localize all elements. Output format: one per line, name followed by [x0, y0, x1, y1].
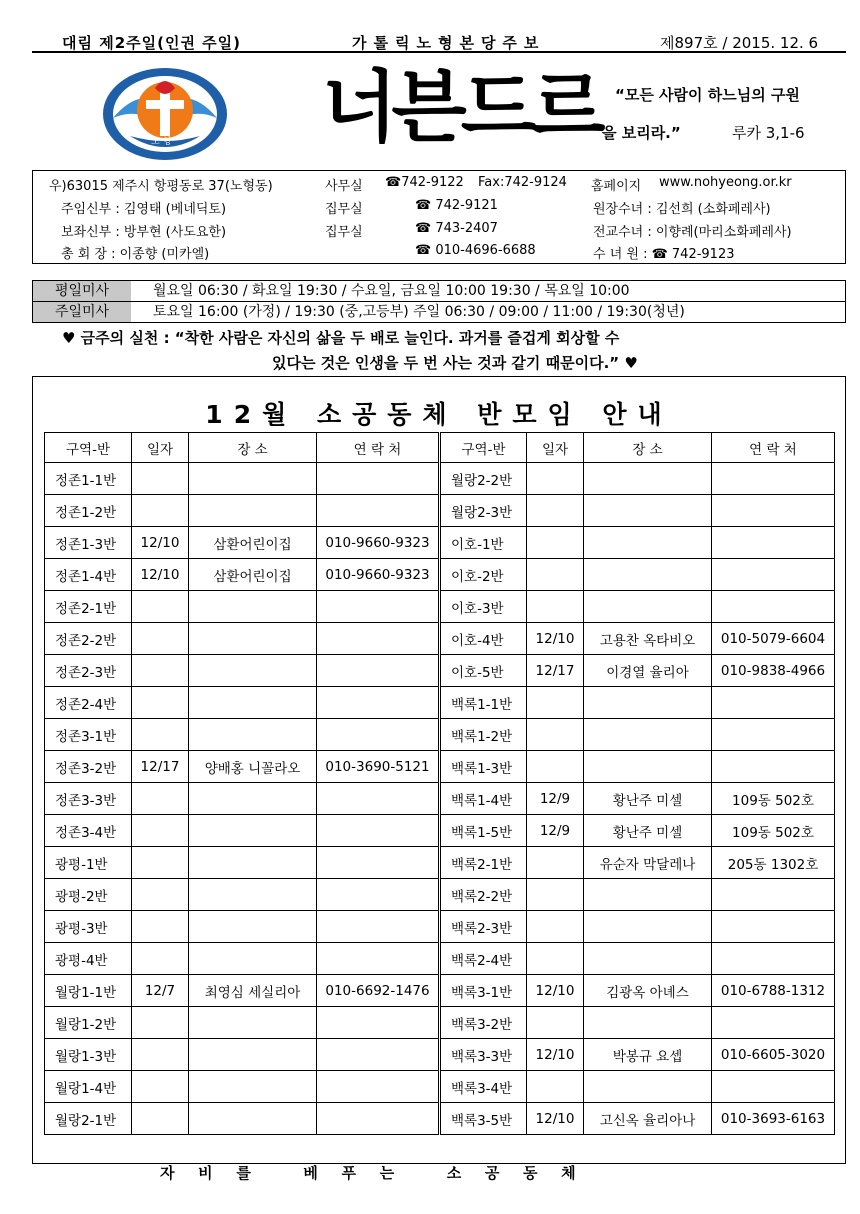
- column-header: 연 락 처: [712, 433, 835, 463]
- header-rule: [32, 51, 846, 53]
- table-cell: [527, 463, 584, 495]
- table-cell: [584, 463, 712, 495]
- table-cell: [584, 911, 712, 943]
- table-cell: [317, 687, 440, 719]
- table-cell: [584, 687, 712, 719]
- table-cell: 고용찬 옥타비오: [584, 623, 712, 655]
- table-cell: 12/9: [527, 815, 584, 847]
- table-cell: [712, 527, 835, 559]
- masthead-title: 너븐드르: [322, 63, 600, 153]
- table-cell: 최영심 세실리아: [189, 975, 317, 1007]
- table-cell: 정존1-3반: [45, 527, 132, 559]
- table-cell: [189, 1071, 317, 1103]
- practice-line-2: 있다는 것은 인생을 두 번 사는 것과 같기 때문이다.” ♥: [272, 354, 638, 372]
- table-cell: [527, 1071, 584, 1103]
- table-cell: [317, 815, 440, 847]
- table-cell: [712, 495, 835, 527]
- bulletin-header: [32, 30, 846, 52]
- table-cell: [317, 623, 440, 655]
- table-cell: [132, 495, 189, 527]
- parish-logo: [100, 66, 230, 162]
- table-cell: [584, 751, 712, 783]
- table-cell: 12/9: [527, 783, 584, 815]
- table-row: [45, 527, 835, 559]
- pastor: 주임신부 : 김영태 (베네딕토): [61, 202, 227, 217]
- table-cell: [317, 943, 440, 975]
- table-cell: 010-9838-4966: [712, 655, 835, 687]
- table-cell: 백록2-4반: [440, 943, 527, 975]
- table-cell: 월랑1-4반: [45, 1071, 132, 1103]
- table-cell: 010-9660-9323: [317, 527, 440, 559]
- table-cell: [132, 911, 189, 943]
- table-cell: [527, 591, 584, 623]
- table-cell: [189, 623, 317, 655]
- table-cell: 광평-3반: [45, 911, 132, 943]
- table-cell: 010-3690-5121: [317, 751, 440, 783]
- table-cell: [189, 879, 317, 911]
- table-cell: 010-6692-1476: [317, 975, 440, 1007]
- table-cell: [317, 1071, 440, 1103]
- table-cell: 월랑2-3반: [440, 495, 527, 527]
- weekly-practice: [62, 326, 842, 376]
- table-cell: [584, 879, 712, 911]
- motto-line-2: 을 보리라.”: [602, 124, 681, 142]
- table-cell: 정존1-2반: [45, 495, 132, 527]
- table-cell: 백록3-1반: [440, 975, 527, 1007]
- table-row: [45, 751, 835, 783]
- column-header: 일자: [527, 433, 584, 463]
- sunday-mass-row: [33, 301, 845, 322]
- table-cell: [584, 1007, 712, 1039]
- table-cell: 월랑1-3반: [45, 1039, 132, 1071]
- table-cell: 정존2-3반: [45, 655, 132, 687]
- table-cell: [132, 591, 189, 623]
- table-cell: [527, 911, 584, 943]
- office-tel: ☎742-9122: [385, 175, 464, 190]
- table-cell: [712, 591, 835, 623]
- table-row: [45, 943, 835, 975]
- column-header: 구역-반: [440, 433, 527, 463]
- table-cell: 정존3-1반: [45, 719, 132, 751]
- liturgical-day: 대림 제2주일(인권 주일): [62, 34, 242, 52]
- schedule-table: [44, 432, 835, 1135]
- nun-head: 원장수녀 : 김선희 (소화페레사): [593, 202, 771, 217]
- motto-reference: 루카 3,1-6: [732, 124, 805, 142]
- column-header: 연 락 처: [317, 433, 440, 463]
- table-cell: 백록1-4반: [440, 783, 527, 815]
- table-cell: [317, 591, 440, 623]
- table-cell: [132, 1103, 189, 1135]
- table-cell: 백록1-5반: [440, 815, 527, 847]
- table-cell: 양배홍 니꼴라오: [189, 751, 317, 783]
- table-cell: [189, 1039, 317, 1071]
- table-cell: 정존3-2반: [45, 751, 132, 783]
- table-cell: 광평-2반: [45, 879, 132, 911]
- table-row: [45, 783, 835, 815]
- table-cell: 12/17: [132, 751, 189, 783]
- table-cell: 010-3693-6163: [712, 1103, 835, 1135]
- table-cell: [317, 1007, 440, 1039]
- table-row: [45, 1007, 835, 1039]
- table-row: [45, 1103, 835, 1135]
- table-cell: 이호-1반: [440, 527, 527, 559]
- table-cell: 삼환어린이집: [189, 527, 317, 559]
- parish-info-box: [32, 170, 846, 264]
- table-row: [45, 847, 835, 879]
- table-row: [45, 655, 835, 687]
- schedule-panel: [32, 376, 846, 1164]
- table-cell: [317, 719, 440, 751]
- table-row: [45, 719, 835, 751]
- table-cell: 010-5079-6604: [712, 623, 835, 655]
- table-cell: [712, 911, 835, 943]
- table-cell: [527, 687, 584, 719]
- table-cell: 010-6605-3020: [712, 1039, 835, 1071]
- table-cell: 백록1-2반: [440, 719, 527, 751]
- table-cell: [712, 687, 835, 719]
- table-cell: 12/10: [527, 975, 584, 1007]
- table-cell: [584, 1071, 712, 1103]
- table-cell: 백록2-2반: [440, 879, 527, 911]
- table-cell: 109동 502호: [712, 815, 835, 847]
- table-cell: 백록1-3반: [440, 751, 527, 783]
- table-cell: [189, 687, 317, 719]
- assistant-tel: ☎ 743-2407: [415, 221, 498, 236]
- table-cell: 백록2-1반: [440, 847, 527, 879]
- table-cell: 010-6788-1312: [712, 975, 835, 1007]
- motto-line-1: “모든 사람이 하느님의 구원: [615, 86, 800, 104]
- footer-slogan: 자 비 를 베 푸 는 소 공 동 체: [160, 1164, 578, 1182]
- table-cell: [132, 1007, 189, 1039]
- table-cell: 황난주 미셀: [584, 783, 712, 815]
- column-header: 구역-반: [45, 433, 132, 463]
- table-cell: [132, 655, 189, 687]
- weekday-mass-row: [33, 281, 845, 301]
- table-cell: 고신옥 율리아나: [584, 1103, 712, 1135]
- table-cell: [132, 783, 189, 815]
- table-cell: [527, 847, 584, 879]
- table-cell: [712, 463, 835, 495]
- table-cell: 백록2-3반: [440, 911, 527, 943]
- table-cell: 12/10: [527, 1039, 584, 1071]
- table-cell: [189, 815, 317, 847]
- table-cell: [189, 591, 317, 623]
- table-cell: [317, 655, 440, 687]
- table-cell: 황난주 미셀: [584, 815, 712, 847]
- table-cell: [317, 783, 440, 815]
- table-cell: 12/17: [527, 655, 584, 687]
- table-cell: [527, 879, 584, 911]
- logo-text: 노 형: [151, 137, 172, 147]
- table-cell: [712, 1071, 835, 1103]
- table-cell: [527, 943, 584, 975]
- president-tel: ☎ 010-4696-6688: [415, 243, 536, 258]
- table-cell: [317, 847, 440, 879]
- table-cell: [132, 879, 189, 911]
- table-cell: [317, 911, 440, 943]
- table-cell: [527, 527, 584, 559]
- table-cell: [132, 847, 189, 879]
- table-cell: 109동 502호: [712, 783, 835, 815]
- table-cell: [584, 495, 712, 527]
- table-cell: 월랑2-1반: [45, 1103, 132, 1135]
- table-cell: 이경열 율리아: [584, 655, 712, 687]
- pastor-tel: ☎ 742-9121: [415, 198, 498, 213]
- column-header: 일자: [132, 433, 189, 463]
- table-cell: 정존2-4반: [45, 687, 132, 719]
- table-cell: 정존2-2반: [45, 623, 132, 655]
- table-cell: [317, 495, 440, 527]
- table-cell: 광평-4반: [45, 943, 132, 975]
- table-cell: [527, 559, 584, 591]
- column-header: 장 소: [584, 433, 712, 463]
- practice-line-1: ♥ 금주의 실천 : “착한 사람은 자신의 삶을 두 배로 늘인다. 과거를 즐겁게 회상할 수: [62, 329, 620, 347]
- table-cell: 박봉규 요셉: [584, 1039, 712, 1071]
- table-cell: 12/7: [132, 975, 189, 1007]
- table-cell: [132, 815, 189, 847]
- table-cell: 백록3-2반: [440, 1007, 527, 1039]
- table-cell: 이호-4반: [440, 623, 527, 655]
- table-cell: [189, 943, 317, 975]
- sunday-mass-text: 토요일 16:00 (가정) / 19:30 (중,고등부) 주일 06:30 / 09:00 / 11:00 / 19:30(청년): [153, 304, 685, 320]
- table-row: [45, 623, 835, 655]
- table-row: [45, 911, 835, 943]
- table-cell: [712, 879, 835, 911]
- schedule-title: 12월 소공동체 반모임 안내: [205, 400, 673, 429]
- table-cell: [527, 719, 584, 751]
- table-cell: 정존2-1반: [45, 591, 132, 623]
- nun-mission: 전교수녀 : 이향례(마리소화페레사): [593, 225, 792, 240]
- table-row: [45, 815, 835, 847]
- table-cell: [132, 687, 189, 719]
- issue-number: 제897호 / 2015. 12. 6: [660, 34, 819, 52]
- homepage-url[interactable]: www.nohyeong.or.kr: [659, 175, 792, 190]
- table-cell: [189, 719, 317, 751]
- table-row: [45, 495, 835, 527]
- assistant-priest: 보좌신부 : 방부현 (사도요한): [61, 225, 227, 240]
- table-cell: [189, 1007, 317, 1039]
- table-cell: 정존1-1반: [45, 463, 132, 495]
- table-cell: 백록3-3반: [440, 1039, 527, 1071]
- table-cell: 광평-1반: [45, 847, 132, 879]
- table-cell: 백록3-4반: [440, 1071, 527, 1103]
- table-cell: [132, 1071, 189, 1103]
- table-cell: [189, 911, 317, 943]
- table-cell: [712, 1007, 835, 1039]
- table-cell: 12/10: [527, 623, 584, 655]
- table-cell: [527, 495, 584, 527]
- table-cell: 205동 1302호: [712, 847, 835, 879]
- table-cell: 12/10: [527, 1103, 584, 1135]
- table-cell: [712, 559, 835, 591]
- table-cell: [317, 1039, 440, 1071]
- publication-name: 가톨릭노형본당주보: [352, 34, 546, 52]
- table-row: [45, 879, 835, 911]
- table-cell: [189, 495, 317, 527]
- table-cell: [132, 623, 189, 655]
- fax: Fax:742-9124: [478, 175, 567, 190]
- table-cell: [317, 879, 440, 911]
- table-cell: [584, 591, 712, 623]
- address: 우)63015 제주시 항평동로 37(노형동): [49, 179, 273, 194]
- table-row: [45, 591, 835, 623]
- table-cell: 백록3-5반: [440, 1103, 527, 1135]
- table-cell: 이호-2반: [440, 559, 527, 591]
- table-cell: [712, 751, 835, 783]
- table-row: [45, 463, 835, 495]
- table-row: [45, 1071, 835, 1103]
- table-cell: [317, 1103, 440, 1135]
- table-cell: [584, 559, 712, 591]
- table-header-row: [45, 433, 835, 463]
- table-cell: 월랑1-1반: [45, 975, 132, 1007]
- table-cell: 이호-5반: [440, 655, 527, 687]
- homepage-label: 홈페이지: [591, 179, 642, 194]
- table-cell: [189, 655, 317, 687]
- table-cell: [132, 1039, 189, 1071]
- table-cell: 정존3-4반: [45, 815, 132, 847]
- table-cell: 010-9660-9323: [317, 559, 440, 591]
- table-row: [45, 559, 835, 591]
- table-cell: 정존1-4반: [45, 559, 132, 591]
- council-president: 총 회 장 : 이종향 (미카엘): [61, 247, 210, 262]
- table-cell: [189, 1103, 317, 1135]
- weekday-mass-label: 평일미사: [33, 281, 131, 301]
- table-cell: [584, 719, 712, 751]
- table-row: [45, 687, 835, 719]
- table-cell: [712, 943, 835, 975]
- table-cell: 12/10: [132, 559, 189, 591]
- assistant-room-label: 집무실: [325, 225, 363, 240]
- table-body: [45, 463, 835, 1135]
- table-cell: 김광옥 아녜스: [584, 975, 712, 1007]
- table-cell: [189, 783, 317, 815]
- table-cell: [132, 943, 189, 975]
- column-header: 장 소: [189, 433, 317, 463]
- table-cell: [132, 719, 189, 751]
- table-cell: [584, 943, 712, 975]
- pastor-room-label: 집무실: [325, 202, 363, 217]
- logo-emblem-icon: [100, 66, 230, 162]
- table-cell: [189, 463, 317, 495]
- table-cell: 삼환어린이집: [189, 559, 317, 591]
- table-cell: [712, 719, 835, 751]
- table-cell: 백록1-1반: [440, 687, 527, 719]
- table-row: [45, 1039, 835, 1071]
- table-cell: [189, 847, 317, 879]
- table-cell: [527, 1007, 584, 1039]
- table-cell: [527, 751, 584, 783]
- convent: 수 녀 원 : ☎ 742-9123: [593, 247, 735, 262]
- table-cell: 월랑1-2반: [45, 1007, 132, 1039]
- table-row: [45, 975, 835, 1007]
- weekday-mass-text: 월요일 06:30 / 화요일 19:30 / 수요일, 금요일 10:00 19:30 / 목요일 10:00: [153, 283, 630, 299]
- sunday-mass-label: 주일미사: [33, 302, 131, 322]
- office-label: 사무실: [325, 179, 363, 194]
- table-cell: 12/10: [132, 527, 189, 559]
- table-cell: 유순자 막달레나: [584, 847, 712, 879]
- table-cell: 월랑2-2반: [440, 463, 527, 495]
- table-cell: [317, 463, 440, 495]
- table-cell: [132, 463, 189, 495]
- mass-times: [32, 280, 846, 323]
- table-cell: [584, 527, 712, 559]
- table-cell: 이호-3반: [440, 591, 527, 623]
- table-cell: 정존3-3반: [45, 783, 132, 815]
